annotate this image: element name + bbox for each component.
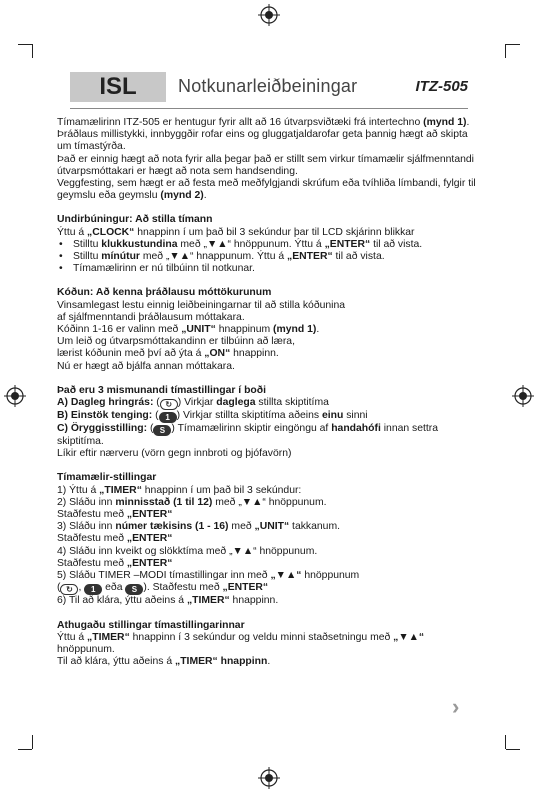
spacer <box>57 460 477 472</box>
intro-paragraph: Þráðlaus millistykki, innbyggðir rofar eins og gluggatjaldarofar geta þannig hægt að skipta um tímastýrða. <box>57 129 468 153</box>
security-s-icon: S <box>153 425 171 436</box>
text: Ýttu á <box>57 226 88 238</box>
text: „ENTER“ <box>126 509 173 521</box>
text: „ENTER“ <box>126 533 173 545</box>
text: handahófi <box>331 423 381 435</box>
text: hnappinn í um það bil 3 sekúndur: <box>141 484 302 496</box>
text: Það eru 3 mismunandi tímastillingar í boði <box>57 384 267 396</box>
text: Staðfestu með <box>57 509 127 521</box>
text: Kóðun: Að kenna þráðlausu móttökurunum <box>57 287 272 299</box>
text: lærist kóðunin með því að ýta á <box>57 348 205 360</box>
text: . <box>316 324 320 336</box>
step <box>57 533 477 545</box>
one-icon: 1 <box>159 412 177 423</box>
step <box>57 595 477 607</box>
text: til að vista. <box>332 251 385 263</box>
paragraph: C) Öryggisstilling: ( S ) Tímamælirinn skiptir eingöngu af handahófi innan settra skiptitíma. <box>57 423 439 448</box>
text: klukkustundina <box>101 238 178 250</box>
text: hnappinn. <box>230 348 279 360</box>
text: 5) Sláðu TIMER –MODI tímastillingar inn með <box>57 570 271 582</box>
security-s-icon: S <box>125 584 143 595</box>
text: „CLOCK“ <box>87 226 135 238</box>
text: hnappinum <box>215 324 274 336</box>
text: „TIMER“ <box>186 595 230 607</box>
section-heading <box>57 472 477 484</box>
step <box>57 497 477 509</box>
text: B) Einstök tenging: <box>57 410 153 422</box>
text: með „▼▲“ hnöppunum. <box>212 496 327 508</box>
list-item: • Tímamælirinn er nú tilbúinn til notkunar. <box>57 263 477 275</box>
next-page-chevron-icon[interactable]: › <box>452 694 460 719</box>
step <box>57 558 477 570</box>
text: sinni <box>343 410 368 422</box>
paragraph: Um leið og útvarpsmóttakandinn er tilbúinn að læra, <box>57 336 295 348</box>
text: A) Dagleg hringrás: <box>57 397 154 409</box>
text: Staðfestu með <box>57 533 127 545</box>
text: 1) Ýttu á <box>57 484 100 496</box>
text: (mynd 2) <box>160 190 204 202</box>
text: með <box>228 521 255 533</box>
crop-mark <box>506 749 520 750</box>
paragraph <box>57 632 477 656</box>
crop-mark <box>32 735 33 749</box>
text: . <box>267 656 271 668</box>
step <box>57 570 477 582</box>
paragraph <box>57 324 477 336</box>
text: innan settra skiptitíma. <box>57 423 439 448</box>
paragraph: A) Dagleg hringrás: ( ↻ ) Virkjar daglega stillta skiptitíma <box>57 397 329 410</box>
text: minnisstað (1 til 12) <box>115 496 213 508</box>
loop-icon: ↻ <box>60 584 78 595</box>
text: „TIMER“ <box>87 631 130 643</box>
paragraph: Líkir eftir nærveru (vörn gegn innbroti og þjófavörn) <box>57 448 292 460</box>
text: „▼▲“ <box>393 631 425 643</box>
registration-mark-icon <box>4 385 26 407</box>
text: Stilltu <box>73 238 102 250</box>
step <box>57 521 477 533</box>
step: ( ↻ , 1 eða S ). Staðfestu með „ENTER“ <box>57 582 269 595</box>
text: hnappinn í 3 sekúndur og veldu minni staðsetningu með <box>129 631 394 643</box>
text: Stilltu <box>73 251 102 263</box>
text: „ENTER“ <box>287 251 333 263</box>
step <box>57 509 477 521</box>
text: C) Öryggisstilling: <box>57 423 148 435</box>
text: ). Staðfestu með <box>143 582 223 594</box>
text: „ENTER“ <box>126 557 173 569</box>
text: . <box>203 190 207 202</box>
crop-mark <box>32 44 33 58</box>
text: Staðfestu með <box>57 557 127 569</box>
text: Til að klára, ýttu aðeins á <box>57 656 176 668</box>
text: Ýttu á <box>57 631 88 643</box>
text: Virkjar <box>181 397 217 409</box>
list-item <box>57 239 477 251</box>
text: 3) Sláðu inn <box>57 521 116 533</box>
registration-mark-icon <box>258 767 280 789</box>
paragraph: Nú er hægt að bjálfa annan móttakara. <box>57 360 235 372</box>
spacer <box>57 275 477 287</box>
section-heading <box>57 214 477 226</box>
spacer <box>57 202 477 214</box>
text: Athugaðu stillingar tímastillingarinnar <box>57 619 245 631</box>
crop-mark <box>18 44 32 45</box>
step: 4) Sláðu inn kveikt og slökktíma með „▼▲“ hnöppunum. <box>57 545 318 557</box>
one-icon: 1 <box>84 584 102 595</box>
paragraph: af sjálfmenntandi þráðlausum móttakara. <box>57 311 245 323</box>
text: (mynd 1) <box>423 117 467 128</box>
text: daglega <box>216 397 256 409</box>
model-number: ITZ-505 <box>415 78 468 95</box>
spacer <box>57 373 477 385</box>
crop-mark <box>505 735 506 749</box>
text: hnöppunum. <box>57 643 115 655</box>
registration-mark-icon <box>512 385 534 407</box>
paragraph <box>57 227 477 239</box>
paragraph: Vinsamlegast lestu einnig leiðbeiningarnar til að stilla kóðunina <box>57 299 346 311</box>
paragraph <box>57 656 477 668</box>
text: Tímamælirinn ITZ-505 er hentugur fyrir allt að 16 útvarpsviðtæki frá intertechno <box>57 117 421 128</box>
intro-paragraph <box>57 117 477 129</box>
text: Virkjar stillta skiptitíma aðeins <box>180 410 322 422</box>
text: mínútur <box>101 251 140 263</box>
text: Undirbúningur: Að stilla tímann <box>57 214 213 226</box>
crop-mark <box>18 749 32 750</box>
text: til að vista. <box>370 238 423 250</box>
text: „ENTER“ <box>222 582 269 594</box>
page-title: Notkunarleiðbeiningar <box>178 76 358 96</box>
paragraph: B) Einstök tenging: ( 1 ) Virkjar stillta skiptitíma aðeins einu sinni <box>57 410 368 423</box>
text: einu <box>321 410 344 422</box>
page-header <box>70 72 468 102</box>
text: (mynd 1) <box>273 324 317 336</box>
text: stillta skiptitíma <box>255 397 329 409</box>
text: „ENTER“ <box>324 238 371 250</box>
text: með „▼▲“ hnöppunum. Ýttu á <box>177 238 325 250</box>
text: hnappinn. <box>229 595 279 607</box>
crop-mark <box>505 44 506 58</box>
text: 6) Til að klára, ýttu aðeins á <box>57 595 187 607</box>
section-heading <box>57 620 477 632</box>
spacer <box>57 608 477 620</box>
text: Kóðinn 1-16 er valinn með <box>57 324 182 336</box>
text: . <box>466 117 470 128</box>
intro-paragraph <box>57 178 477 202</box>
registration-mark-icon <box>258 4 280 26</box>
section-heading <box>57 385 477 397</box>
text: með „▼▲“ hnappunum. Ýttu á <box>139 251 288 263</box>
text: „▼▲“ <box>270 570 302 582</box>
text: „ON“ <box>204 348 231 360</box>
intro-paragraph: Það er einnig hægt að nota fyrir alla þegar það er stillt sem virkur tímamælir sjálfmenntandi útvarpsmóttakari er hægt að nota sem handsending. <box>57 153 474 177</box>
text: „UNIT“ <box>181 324 216 336</box>
text: númer tækisins (1 - 16) <box>115 521 229 533</box>
text: Tímamælirinn skiptir eingöngu af <box>174 423 332 435</box>
text: „TIMER“ <box>99 484 142 496</box>
section-heading <box>57 287 477 299</box>
text: 2) Sláðu inn <box>57 496 116 508</box>
text: eða <box>102 582 126 594</box>
text: hnappinn í um það bil 3 sekúndur þar til LCD skjárinn blikkar <box>134 226 415 238</box>
text: takkanum. <box>289 521 340 533</box>
text: „TIMER“ hnappinn <box>175 656 268 668</box>
crop-mark <box>506 44 520 45</box>
text: Veggfesting, sem hægt er að festa með meðfylgjandi skrúfum eða tvíhliða límbandi, fylgir til geymslu eða geymslu <box>57 178 476 202</box>
text: Tímamælir-stillingar <box>57 472 157 484</box>
paragraph <box>57 348 477 360</box>
text: hnöppunum <box>301 570 360 582</box>
document-body <box>57 117 477 668</box>
header-divider <box>70 108 468 109</box>
text: „UNIT“ <box>254 521 290 533</box>
bullet-list <box>57 239 477 276</box>
list-item <box>57 251 477 263</box>
language-badge: ISL <box>70 72 166 102</box>
loop-icon: ↻ <box>160 399 178 410</box>
step <box>57 485 477 497</box>
